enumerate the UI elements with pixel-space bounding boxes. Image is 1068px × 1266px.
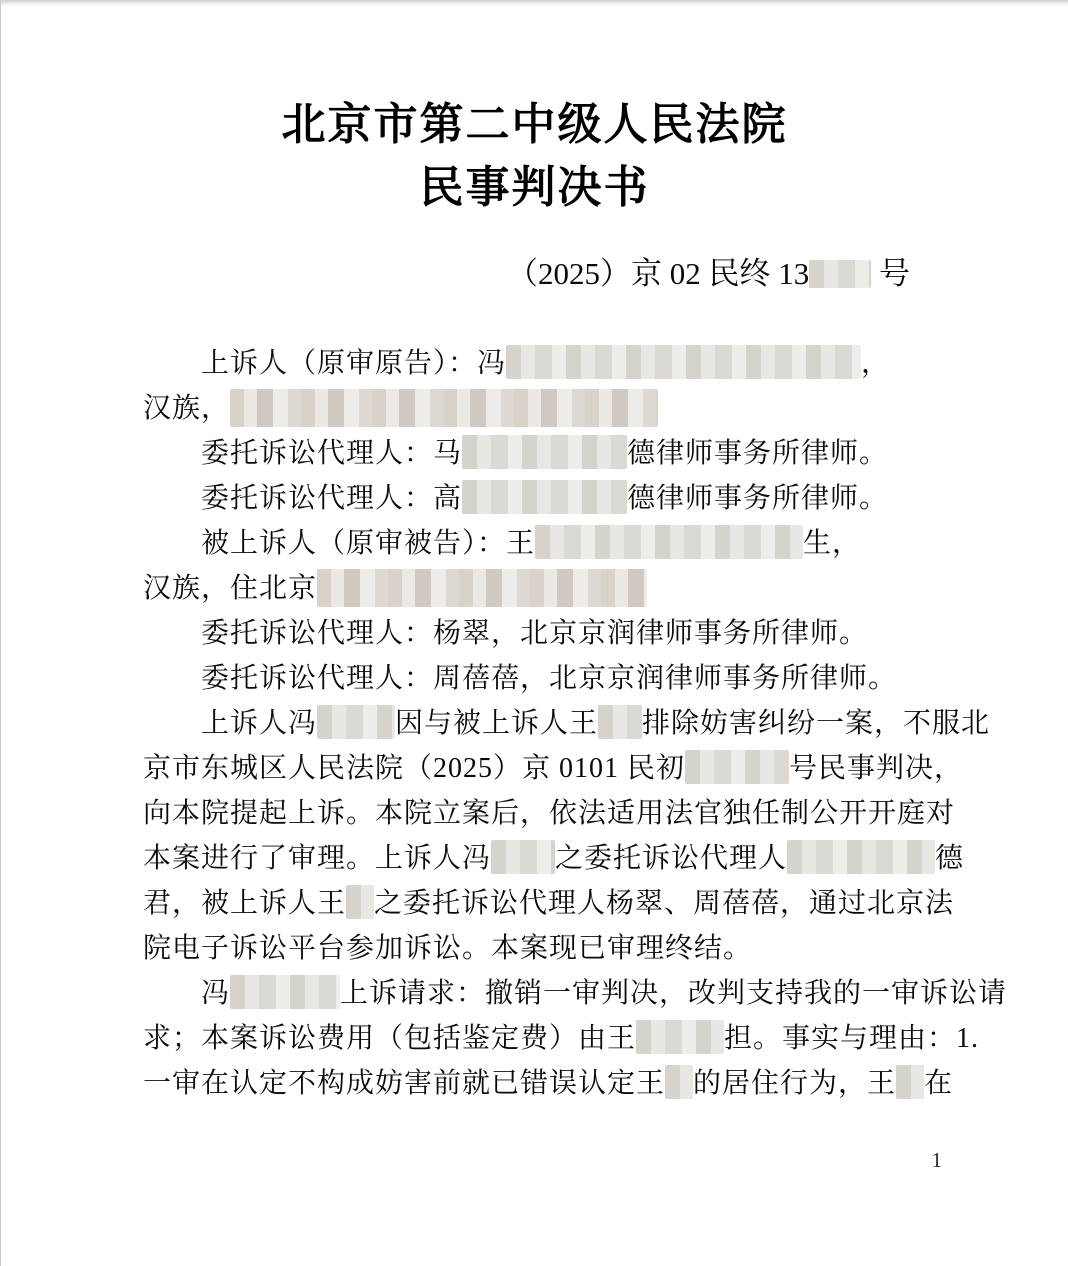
document-type-title: 民事判决书 [419, 163, 650, 212]
line-text: 在 [924, 1068, 954, 1099]
line-text: 一审在认定不构成妨害前就已错误认定王 [143, 1068, 666, 1099]
line-text: 院电子诉讼平台参加诉讼。本案现已审理终结。 [143, 933, 753, 964]
redaction-blur [491, 840, 555, 874]
line-text: 委托诉讼代理人：周蓓蓓，北京京润律师事务所律师。 [201, 663, 898, 694]
redaction-blur [896, 1065, 924, 1099]
line-text: 上诉人冯 [201, 708, 318, 739]
line-text: 京市东城区人民法院（2025）京 0101 民初 [143, 753, 686, 784]
text-line [143, 926, 1068, 971]
text-line [143, 971, 1068, 1016]
text-line [143, 341, 1068, 386]
text-line [143, 1061, 1068, 1106]
line-text: 担。事实与理由：1. [724, 1023, 980, 1054]
redaction-blur [317, 569, 647, 607]
line-text: 号民事判决， [789, 753, 964, 784]
text-line [143, 836, 1068, 881]
line-text: 之委托诉讼代理人杨翠、周蓓蓓，通过北京法 [374, 888, 955, 919]
line-text: 上诉请求：撤销一审判决，改判支持我的一审诉讼请 [340, 978, 1008, 1009]
text-line [143, 701, 1068, 746]
line-text: 生， [803, 528, 862, 559]
line-text: 汉族，住北京 [143, 573, 318, 604]
redaction-blur [685, 750, 789, 784]
line-text: （2025）京 02 民终 13 [507, 256, 810, 291]
redaction-blur [665, 1065, 693, 1099]
court-name-title: 北京市第二中级人民法院 [281, 100, 788, 149]
line-text: 汉族， [143, 393, 231, 424]
redaction-blur [809, 260, 871, 288]
redaction-blur [598, 705, 642, 739]
text-line [143, 791, 1068, 836]
text-line [143, 431, 1068, 476]
text-line [143, 656, 1068, 701]
line-text: 之委托诉讼代理人 [555, 843, 788, 874]
line-text: 冯 [201, 978, 231, 1009]
line-text: 本案进行了审理。上诉人冯 [143, 843, 492, 874]
text-line [143, 1016, 1068, 1061]
text-line [143, 566, 1068, 611]
line-text: 因与被上诉人王 [395, 708, 599, 739]
line-text: 的居住行为，王 [693, 1068, 897, 1099]
text-line [143, 386, 1068, 431]
line-text: 上诉人（原审原告）：冯 [201, 348, 507, 379]
redaction-blur [636, 1020, 724, 1054]
redaction-blur [230, 975, 340, 1009]
line-text: 德律师事务所律师。 [627, 483, 889, 514]
text-line [143, 746, 1068, 791]
line-text: 求；本案诉讼费用（包括鉴定费）由王 [143, 1023, 637, 1054]
redaction-blur [506, 345, 861, 379]
judgment-body [1, 341, 1068, 1106]
case-number-line [1, 255, 1068, 293]
text-line [143, 521, 1068, 566]
redaction-blur [346, 885, 374, 919]
redaction-blur [787, 840, 935, 874]
line-text: 委托诉讼代理人：高 [201, 483, 463, 514]
page-number: 1 [931, 1148, 942, 1172]
line-text: 号 [871, 256, 910, 291]
line-text: 向本院提起上诉。本院立案后，依法适用法官独任制公开开庭对 [143, 798, 956, 829]
text-line [143, 611, 1068, 656]
redaction-blur [535, 525, 803, 559]
line-text: 德 [935, 843, 965, 874]
line-text: 君，被上诉人王 [143, 888, 347, 919]
text-line [143, 476, 1068, 521]
line-text: ， [861, 348, 891, 379]
line-text: 排除妨害纠纷一案，不服北 [642, 708, 991, 739]
redaction-blur [462, 480, 627, 514]
redaction-blur [230, 389, 658, 427]
line-text: 委托诉讼代理人：杨翠，北京京润律师事务所律师。 [201, 618, 869, 649]
line-text: 德律师事务所律师。 [627, 438, 889, 469]
redaction-blur [317, 705, 395, 739]
line-text: 委托诉讼代理人：马 [201, 438, 463, 469]
line-text: 被上诉人（原审被告）：王 [201, 528, 536, 559]
redaction-blur [462, 435, 627, 469]
text-line [143, 881, 1068, 926]
